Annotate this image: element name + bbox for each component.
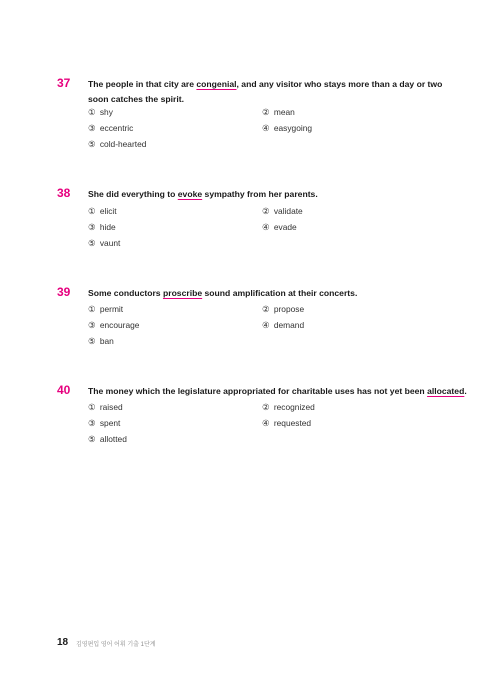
option-1[interactable]: ① elicit [88, 206, 117, 216]
option-2[interactable]: ② recognized [262, 402, 315, 412]
option-3[interactable]: ③ spent [88, 418, 121, 428]
option-4[interactable]: ④ easygoing [262, 123, 313, 133]
option-1[interactable]: ① permit [88, 304, 124, 314]
option-2[interactable]: ② validate [262, 206, 303, 216]
option-3[interactable]: ③ hide [88, 222, 116, 232]
option-3[interactable]: ③ encourage [88, 320, 140, 330]
option-5[interactable]: ⑤ vaunt [88, 238, 121, 248]
question-stem: She did everything to evoke sympathy from her parents. [88, 189, 318, 199]
keyword-underlined: allocated [427, 386, 465, 396]
question-stem: Some conductors proscribe sound amplification at their concerts. [88, 288, 358, 298]
option-3[interactable]: ③ eccentric [88, 123, 134, 133]
question-number: 37 [57, 76, 71, 90]
book-title: 김영편입 영어 어휘 기출 1단계 [76, 642, 156, 648]
question-number: 38 [57, 186, 71, 200]
option-1[interactable]: ① shy [88, 107, 113, 117]
keyword-underlined: evoke [177, 189, 203, 199]
option-4[interactable]: ④ requested [262, 418, 312, 428]
question-stem: The people in that city are congenial, and any visitor who stays more than a day or two soon catches the spirit. [88, 79, 443, 104]
option-2[interactable]: ② mean [262, 107, 295, 117]
option-5[interactable]: ⑤ cold-hearted [88, 139, 147, 149]
page-number: 18 [57, 637, 69, 648]
keyword-underlined: congenial [196, 79, 237, 89]
option-4[interactable]: ④ demand [262, 320, 305, 330]
option-5[interactable]: ⑤ ban [88, 336, 114, 346]
option-2[interactable]: ② propose [262, 304, 305, 314]
question-number: 40 [57, 383, 71, 397]
option-4[interactable]: ④ evade [262, 222, 297, 232]
keyword-underlined: proscribe [162, 288, 203, 298]
option-1[interactable]: ① raised [88, 402, 123, 412]
option-5[interactable]: ⑤ allotted [88, 434, 127, 444]
question-stem: The money which the legislature appropriated for charitable uses has not yet been allocated. [88, 386, 467, 396]
question-number: 39 [57, 285, 71, 299]
